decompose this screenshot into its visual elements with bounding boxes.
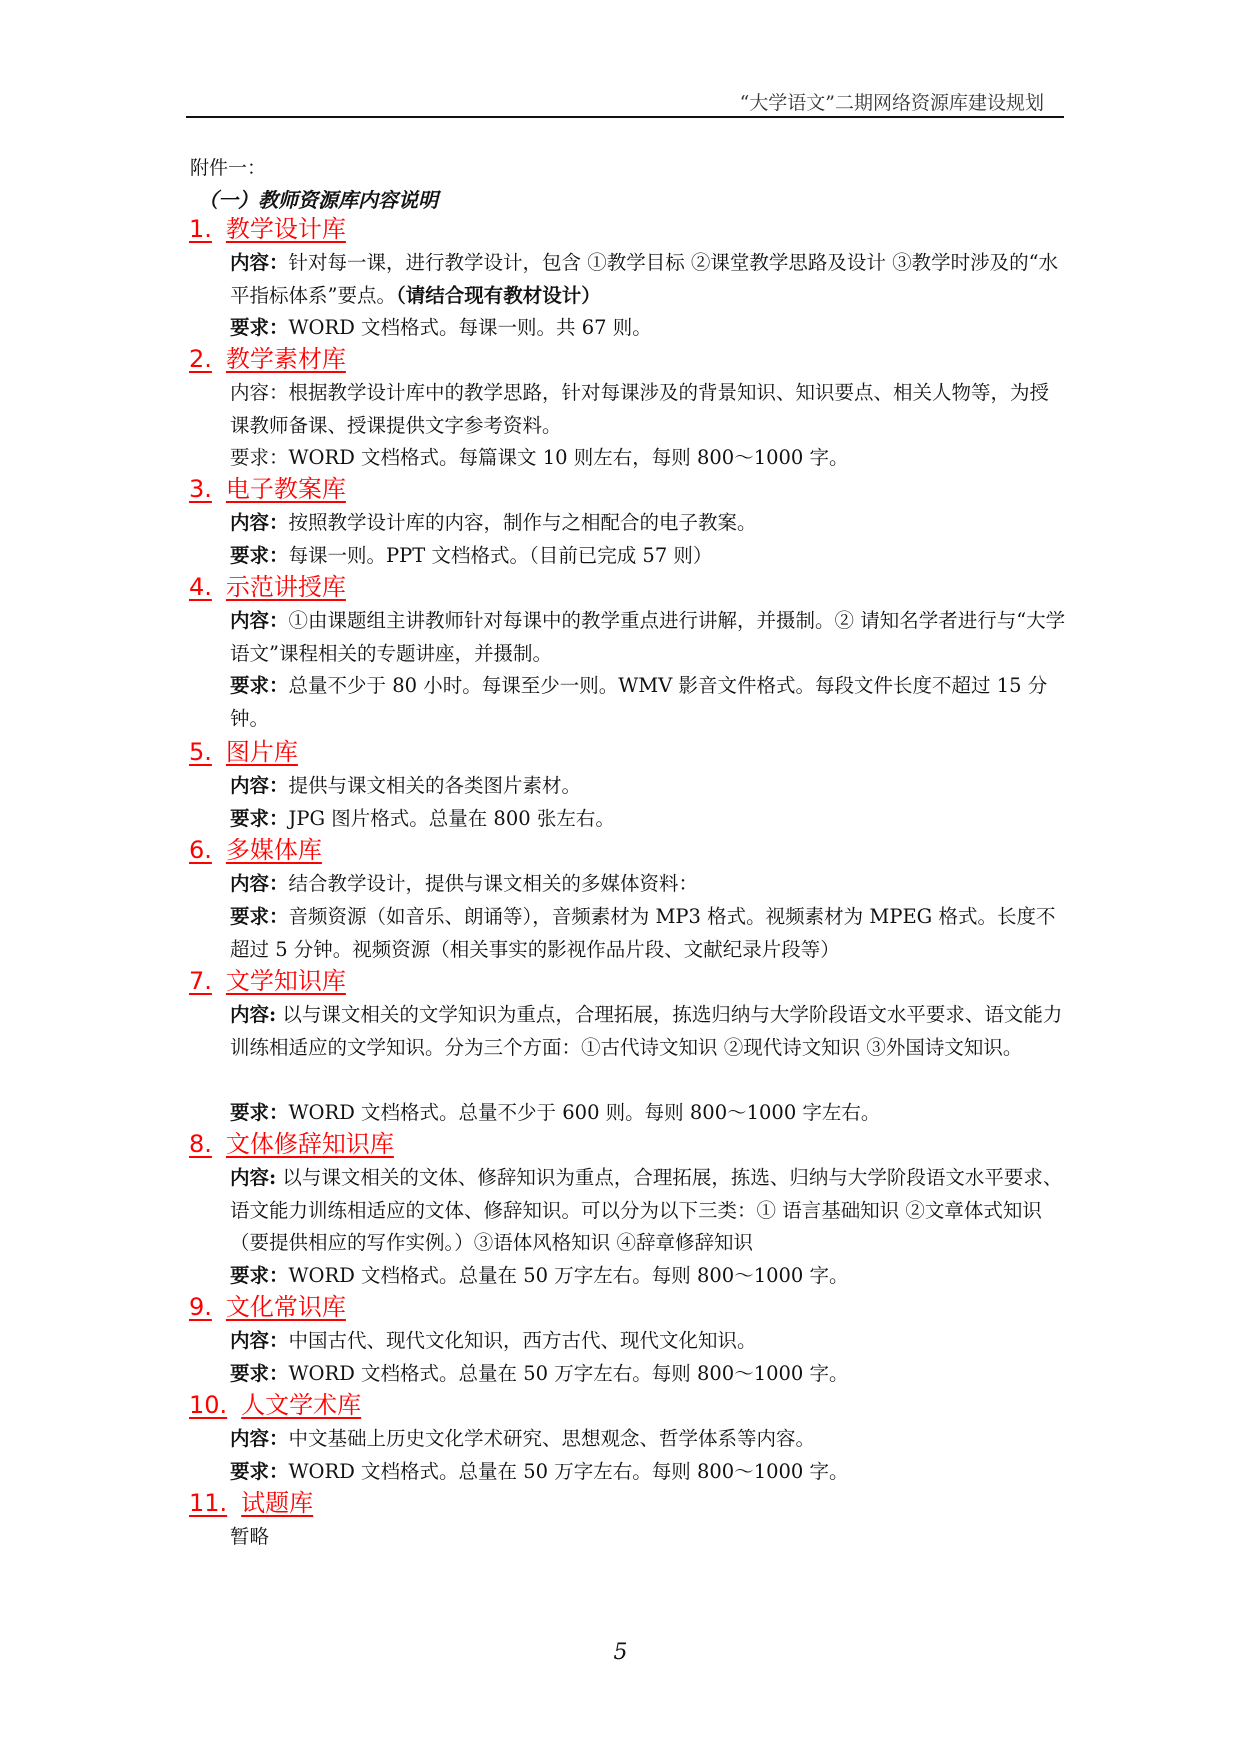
section-content-5 (230, 770, 1066, 803)
content-label: 内容： (230, 609, 289, 632)
section-requirement-4 (230, 670, 1066, 735)
section-requirement-9 (230, 1358, 1066, 1391)
section-number: 9. (189, 1293, 212, 1321)
section-content-3 (230, 507, 1066, 540)
content-text: 中文基础上历史文化学术研究、思想观念、哲学体系等内容。 (288, 1427, 816, 1450)
section-number: 8. (189, 1130, 212, 1158)
section-title-7 (189, 966, 346, 996)
requirement-text: JPG 图片格式。总量在 800 张左右。 (288, 807, 615, 830)
content-text: 中国古代、现代文化知识，西方古代、现代文化知识。 (288, 1329, 757, 1352)
requirement-label: 要求： (230, 807, 289, 830)
section-title-2 (189, 344, 346, 374)
section-title-5 (189, 737, 298, 767)
content-label: 内容： (230, 511, 289, 534)
requirement-label: 要求： (230, 1460, 289, 1483)
content-text: 以与课文相关的文学知识为重点，合理拓展，拣选归纳与大学阶段语文水平要求、语文能力训练相适应的文学知识。分为三个方面：①古代诗文知识 ②现代诗文知识 ③外国诗文知识。 (230, 1003, 1063, 1059)
section-requirement-7 (230, 1097, 1066, 1130)
requirement-text: 音频资源（如音乐、朗诵等），音频素材为 MP3 格式。视频素材为 MPEG 格式。长度不超过 5 分钟。视频资源（相关事实的影视作品片段、文献纪录片段等） (230, 905, 1056, 961)
section-number: 3. (189, 475, 212, 503)
section-title-9 (189, 1292, 346, 1322)
section-requirement-5 (230, 803, 1066, 836)
requirement-label: 要求： (230, 316, 289, 339)
section-title-11 (189, 1488, 313, 1518)
content-text: 根据教学设计库中的教学思路，针对每课涉及的背景知识、知识要点、相关人物等，为授课教师备课、授课提供文字参考资料。 (230, 381, 1050, 437)
section-name: 电子教案库 (225, 475, 346, 503)
page-header (186, 76, 1064, 118)
content-text: 以与课文相关的文体、修辞知识为重点，合理拓展，拣选、归纳与大学阶段语文水平要求、语文能力训练相适应的文体、修辞知识。可以分为以下三类：① 语言基础知识 ②文章体式知识（要提供相应的写作实例。）③语体风格知识 ④辞章修辞知识 (230, 1166, 1063, 1254)
requirement-label: 要求： (230, 1101, 289, 1124)
section-name: 教学设计库 (225, 215, 346, 243)
section-requirement-1 (230, 312, 1066, 345)
header-title: “大学语文”二期网络资源库建设规划 (739, 92, 1044, 114)
section-requirement-3 (230, 540, 1066, 573)
section-requirement-6 (230, 901, 1066, 966)
intro-title: （一）教师资源库内容说明 (198, 188, 438, 212)
content-label: 内容: (230, 1166, 277, 1189)
requirement-text: WORD 文档格式。总量在 50 万字左右。每则 800～1000 字。 (288, 1264, 849, 1287)
section-name: 多媒体库 (225, 836, 322, 864)
section-name: 试题库 (241, 1489, 314, 1517)
page-number: 5 (613, 1640, 628, 1665)
section-content-4 (230, 605, 1066, 670)
section-title-1 (189, 214, 346, 244)
section-content-9 (230, 1325, 1066, 1358)
section-title-3 (189, 474, 346, 504)
section-requirement-8 (230, 1260, 1066, 1293)
section-name: 人文学术库 (241, 1391, 362, 1419)
section-name: 图片库 (225, 738, 298, 766)
content-emphasis: （请结合现有教材设计） (395, 283, 601, 307)
section-content-10 (230, 1423, 1066, 1456)
requirement-text: WORD 文档格式。每课一则。共 67 则。 (288, 316, 652, 339)
requirement-text: 总量不少于 80 小时。每课至少一则。WMV 影音文件格式。每段文件长度不超过 15 分钟。 (230, 674, 1048, 730)
requirement-label: 要求： (230, 1362, 289, 1385)
content-text: 按照教学设计库的内容，制作与之相配合的电子教案。 (288, 511, 757, 534)
content-text: ①由课题组主讲教师针对每课中的教学重点进行讲解，并摄制。② 请知名学者进行与“大学语文”课程相关的专题讲座，并摄制。 (230, 609, 1066, 665)
section-number: 11. (189, 1489, 228, 1517)
section-note-11: 暂略 (230, 1525, 270, 1548)
section-number: 5. (189, 738, 212, 766)
section-number: 1. (189, 215, 212, 243)
content-label: 内容: (230, 1003, 277, 1026)
section-title-6 (189, 835, 322, 865)
section-name: 文化常识库 (225, 1293, 346, 1321)
section-number: 7. (189, 967, 212, 995)
section-name: 教学素材库 (225, 345, 346, 373)
section-requirement-10 (230, 1456, 1066, 1489)
section-name: 示范讲授库 (225, 573, 346, 601)
requirement-label: 要求： (230, 446, 289, 469)
requirement-text: WORD 文档格式。每篇课文 10 则左右，每则 800～1000 字。 (288, 446, 849, 469)
section-content-6 (230, 868, 1066, 901)
section-content-1 (230, 247, 1066, 312)
content-label: 内容： (230, 1329, 289, 1352)
requirement-text: WORD 文档格式。总量在 50 万字左右。每则 800～1000 字。 (288, 1362, 849, 1385)
requirement-label: 要求： (230, 674, 289, 697)
content-label: 内容： (230, 381, 289, 404)
section-number: 6. (189, 836, 212, 864)
content-label: 内容： (230, 251, 289, 274)
section-name: 文学知识库 (225, 967, 346, 995)
attachment-label: 附件一： (190, 157, 267, 179)
requirement-label: 要求： (230, 905, 289, 928)
section-content-8 (230, 1162, 1066, 1260)
section-number: 10. (189, 1391, 228, 1419)
requirement-text: 每课一则。PPT 文档格式。（目前已完成 57 则） (288, 544, 713, 567)
content-text: 提供与课文相关的各类图片素材。 (288, 774, 582, 797)
content-label: 内容： (230, 774, 289, 797)
content-label: 内容： (230, 872, 289, 895)
section-title-4 (189, 572, 346, 602)
requirement-label: 要求： (230, 1264, 289, 1287)
section-number: 2. (189, 345, 212, 373)
section-name: 文体修辞知识库 (225, 1130, 394, 1158)
section-requirement-2 (230, 442, 1066, 475)
section-title-8 (189, 1129, 394, 1159)
section-content-7 (230, 999, 1066, 1064)
requirement-text: WORD 文档格式。总量不少于 600 则。每则 800～1000 字左右。 (288, 1101, 881, 1124)
content-text: 结合教学设计，提供与课文相关的多媒体资料： (288, 872, 699, 895)
section-number: 4. (189, 573, 212, 601)
requirement-label: 要求： (230, 544, 289, 567)
section-title-10 (189, 1390, 361, 1420)
section-content-2 (230, 377, 1066, 442)
requirement-text: WORD 文档格式。总量在 50 万字左右。每则 800～1000 字。 (288, 1460, 849, 1483)
content-label: 内容： (230, 1427, 289, 1450)
content-text: 针对每一课，进行教学设计，包含 ①教学目标 ②课堂教学思路及设计 ③教学时涉及的“水平指标体系”要点。 (230, 251, 1059, 307)
